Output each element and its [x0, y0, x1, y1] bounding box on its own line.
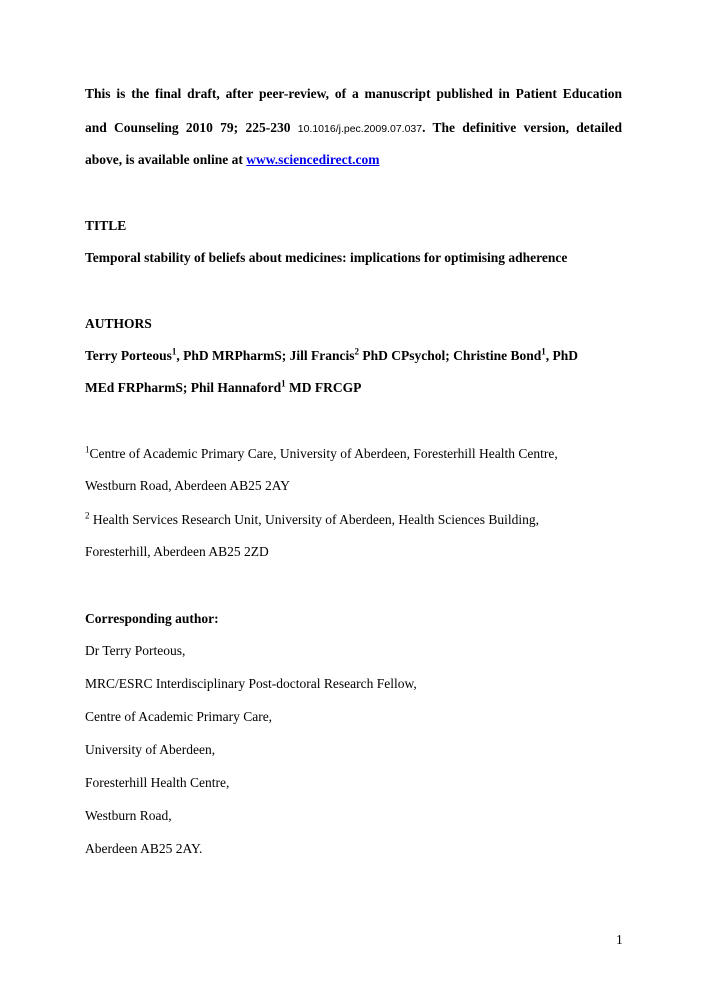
- affiliation-2-line-2: Foresterhill, Aberdeen AB25 2ZD: [85, 544, 269, 559]
- author-credentials: , PhD: [545, 348, 579, 363]
- affiliation-2-line-1: [85, 512, 539, 528]
- journal-citation: and Counseling 2010 79; 225-230: [85, 120, 291, 135]
- author-credentials: PhD CPsychol;: [358, 348, 454, 363]
- author-name: Christine Bond: [453, 348, 542, 363]
- affiliation-marker: 1: [85, 444, 90, 455]
- corresponding-line: MRC/ESRC Interdisciplinary Post-doctoral Research Fellow,: [85, 676, 417, 691]
- corresponding-line: University of Aberdeen,: [85, 742, 216, 757]
- doi-text: 10.1016/j.pec.2009.07.037: [297, 123, 423, 135]
- corresponding-line: Aberdeen AB25 2AY.: [85, 841, 203, 856]
- notice-tail: . The definitive version, detailed: [422, 120, 623, 135]
- publication-notice-line-3: [85, 152, 379, 168]
- sciencedirect-link[interactable]: www.sciencedirect.com: [246, 152, 380, 167]
- corresponding-line: Dr Terry Porteous,: [85, 643, 186, 658]
- corresponding-line: Foresterhill Health Centre,: [85, 775, 230, 790]
- authors-heading: AUTHORS: [85, 316, 152, 331]
- corresponding-author-heading: Corresponding author:: [85, 611, 219, 626]
- page-number: 1: [616, 932, 623, 947]
- affiliation-1-line-2: Westburn Road, Aberdeen AB25 2AY: [85, 478, 291, 493]
- availability-text: above, is available online at: [85, 152, 243, 167]
- authors-line-1: [85, 348, 578, 364]
- affiliation-1-line-1: [85, 446, 558, 462]
- author-name: Terry Porteous: [85, 348, 172, 363]
- publication-notice-line-2: [85, 120, 622, 137]
- publication-notice-line-1: This is the final draft, after peer-review, of a manuscript published in Patient Education: [85, 86, 622, 101]
- affiliation-marker: 2: [85, 510, 90, 521]
- author-credentials: , PhD MRPharmS;: [176, 348, 290, 363]
- corresponding-line: Westburn Road,: [85, 808, 172, 823]
- author-credentials: MD FRCGP: [285, 380, 362, 395]
- affiliation-text: Health Services Research Unit, University of Aberdeen, Health Sciences Building,: [89, 512, 540, 527]
- affiliation-text: Centre of Academic Primary Care, University of Aberdeen, Foresterhill Health Centre,: [89, 446, 558, 461]
- authors-line-2: [85, 380, 361, 396]
- affiliation-marker: 2: [354, 346, 359, 357]
- paper-title: Temporal stability of beliefs about medicines: implications for optimising adherence: [85, 250, 568, 265]
- affiliation-marker: 1: [281, 378, 286, 389]
- author-name: MEd FRPharmS; Phil Hannaford: [85, 380, 282, 395]
- affiliation-marker: 1: [171, 346, 177, 357]
- author-name: Jill Francis: [289, 348, 355, 363]
- corresponding-line: Centre of Academic Primary Care,: [85, 709, 273, 724]
- affiliation-marker: 1: [541, 346, 546, 357]
- title-heading: TITLE: [85, 218, 127, 233]
